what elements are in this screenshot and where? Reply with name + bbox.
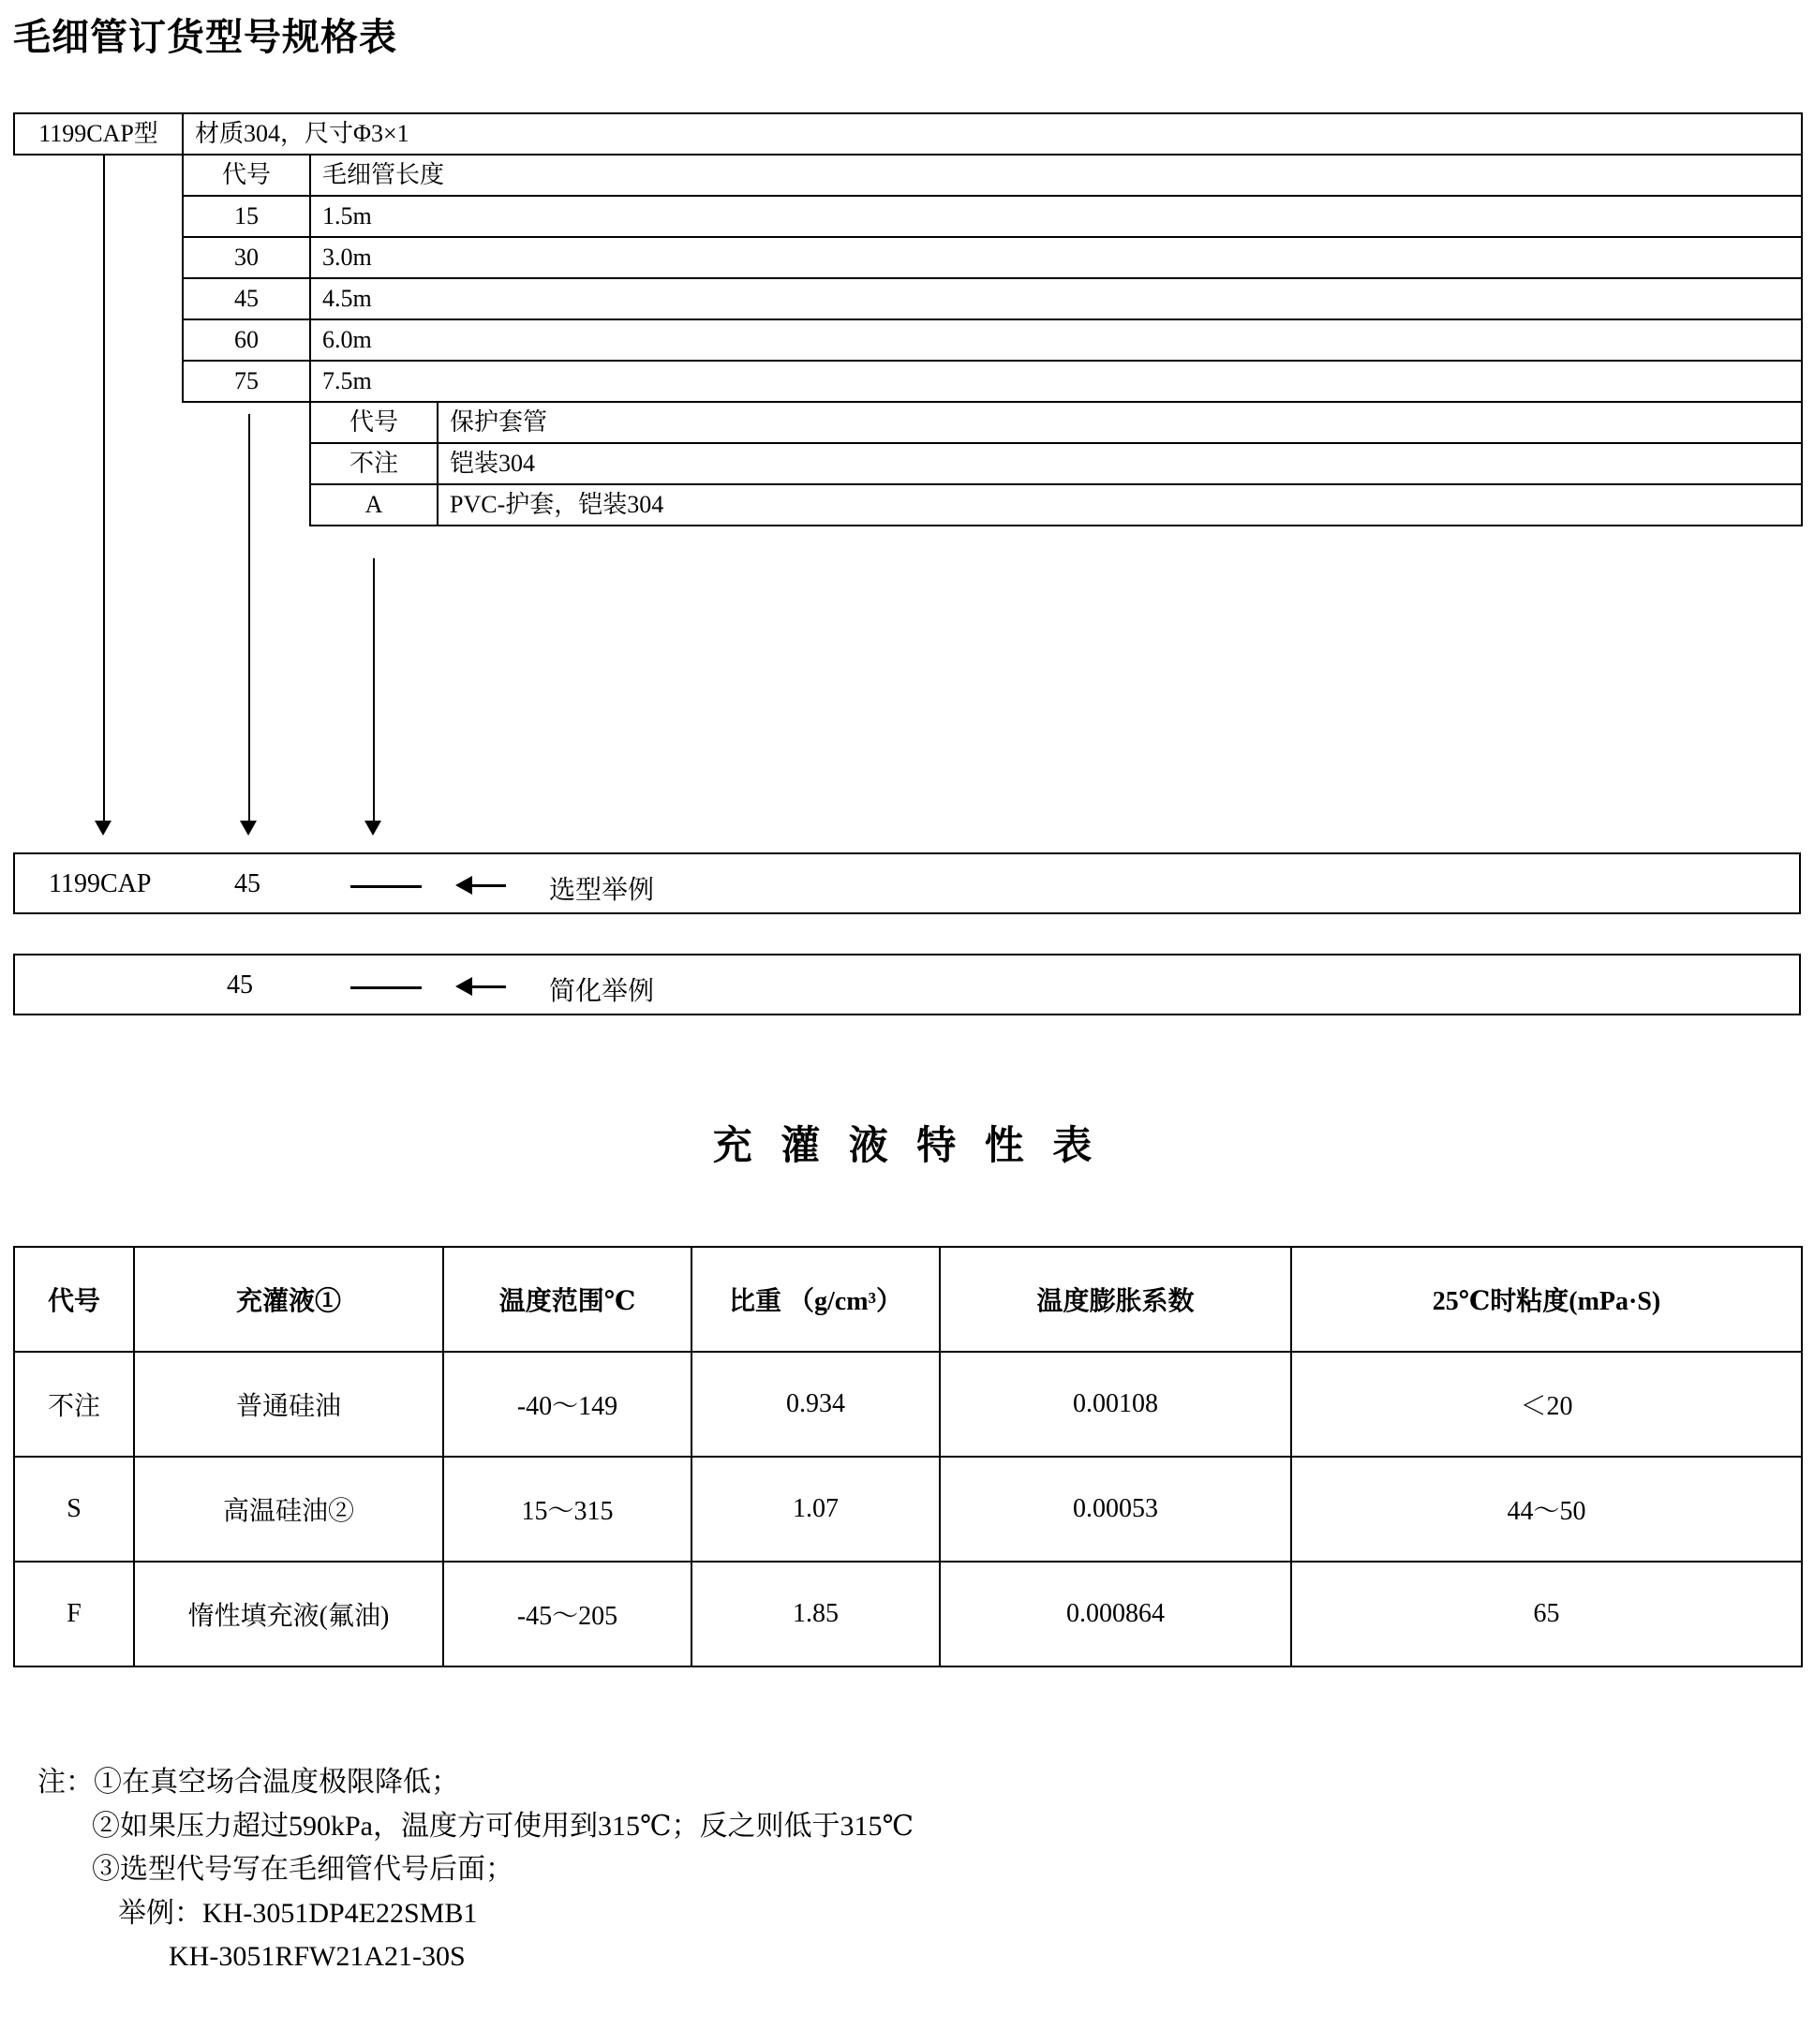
notes-block xyxy=(37,1761,914,1979)
table-cell: 0.000864 xyxy=(940,1562,1291,1666)
table-header-row xyxy=(14,1247,1802,1352)
length-header-code: 代号 xyxy=(182,154,311,197)
length-row-value: 4.5m xyxy=(309,277,1803,320)
example-dash xyxy=(350,885,422,888)
table-cell: 1.85 xyxy=(691,1562,940,1666)
section-title: 充 灌 液 特 性 表 xyxy=(712,1125,1102,1168)
table-cell: 15～315 xyxy=(443,1457,691,1562)
example-label: 选型举例 xyxy=(549,876,655,905)
table-cell: 惰性填充液(氟油) xyxy=(134,1562,443,1666)
fluid-characteristics-table xyxy=(13,1246,1803,1667)
example-number: 45 xyxy=(227,970,253,1000)
length-row-code: 75 xyxy=(182,360,311,403)
table-cell: 65 xyxy=(1291,1562,1802,1666)
connector-line-sheath xyxy=(373,558,375,826)
length-row-code: 60 xyxy=(182,318,311,362)
example-label: 简化举例 xyxy=(549,977,655,1006)
connector-line-length xyxy=(248,414,250,826)
table-cell: 1.07 xyxy=(691,1457,940,1562)
note-line: KH-3051RFW21A21-30S xyxy=(169,1941,466,1972)
column-header: 代号 xyxy=(14,1247,134,1352)
sheath-row-code: A xyxy=(309,483,439,526)
example-left-arrow-tail xyxy=(472,985,506,988)
length-header-label: 毛细管长度 xyxy=(309,154,1803,197)
column-header: 25℃时粘度(mPa·S) xyxy=(1291,1247,1802,1352)
column-header: 比重 （g/cm³） xyxy=(691,1247,940,1352)
example-code: 1199CAP xyxy=(49,869,152,898)
note-line: ③选型代号写在毛细管代号后面； xyxy=(92,1854,513,1885)
table-row xyxy=(14,1562,1802,1666)
sheath-row-value: PVC-护套，铠装304 xyxy=(437,483,1803,526)
table-cell: 不注 xyxy=(14,1352,134,1457)
length-row-code: 15 xyxy=(182,195,311,238)
column-header: 温度范围℃ xyxy=(443,1247,691,1352)
table-cell: S xyxy=(14,1457,134,1562)
example-dash xyxy=(350,986,422,989)
connector-arrow-model xyxy=(95,821,112,836)
table-row xyxy=(14,1352,1802,1457)
table-cell: ＜20 xyxy=(1291,1352,1802,1457)
page-title: 毛细管订货型号规格表 xyxy=(13,16,397,58)
table-cell: 0.00053 xyxy=(940,1457,1291,1562)
table-cell: 高温硅油② xyxy=(134,1457,443,1562)
sheath-header-code: 代号 xyxy=(309,401,439,444)
table-row xyxy=(14,1457,1802,1562)
connector-arrow-sheath xyxy=(364,821,381,836)
note-line: 注：①在真空场合温度极限降低； xyxy=(37,1767,459,1798)
example-box-simple xyxy=(13,954,1801,1015)
example-box-full xyxy=(13,852,1801,914)
note-line: 举例：KH-3051DP4E22SMB1 xyxy=(118,1897,478,1929)
example-number: 45 xyxy=(234,869,260,898)
table-cell: 44～50 xyxy=(1291,1457,1802,1562)
table-cell: 0.00108 xyxy=(940,1352,1291,1457)
length-row-value: 7.5m xyxy=(309,360,1803,403)
length-row-value: 3.0m xyxy=(309,236,1803,279)
sheath-header-label: 保护套管 xyxy=(437,401,1803,444)
length-row-value: 1.5m xyxy=(309,195,1803,238)
table-cell: 0.934 xyxy=(691,1352,940,1457)
length-row-code: 30 xyxy=(182,236,311,279)
example-left-arrow-head-icon xyxy=(455,977,472,996)
table-cell: F xyxy=(14,1562,134,1666)
connector-line-model xyxy=(103,156,105,826)
table-cell: -45～205 xyxy=(443,1562,691,1666)
table-cell: -40～149 xyxy=(443,1352,691,1457)
sheath-row-value: 铠装304 xyxy=(437,442,1803,485)
sheath-row-code: 不注 xyxy=(309,442,439,485)
note-line: ②如果压力超过590kPa，温度方可使用到315℃；反之则低于315℃ xyxy=(92,1810,914,1842)
model-code-cell: 1199CAP型 xyxy=(13,112,184,156)
connector-arrow-length xyxy=(240,821,257,836)
length-row-code: 45 xyxy=(182,277,311,320)
example-left-arrow-tail xyxy=(472,884,506,887)
length-row-value: 6.0m xyxy=(309,318,1803,362)
column-header: 温度膨胀系数 xyxy=(940,1247,1291,1352)
column-header: 充灌液① xyxy=(134,1247,443,1352)
model-code-spec-block xyxy=(13,112,1803,581)
example-left-arrow-head-icon xyxy=(455,876,472,895)
material-spec-cell: 材质304，尺寸Φ3×1 xyxy=(182,112,1803,156)
table-cell: 普通硅油 xyxy=(134,1352,443,1457)
